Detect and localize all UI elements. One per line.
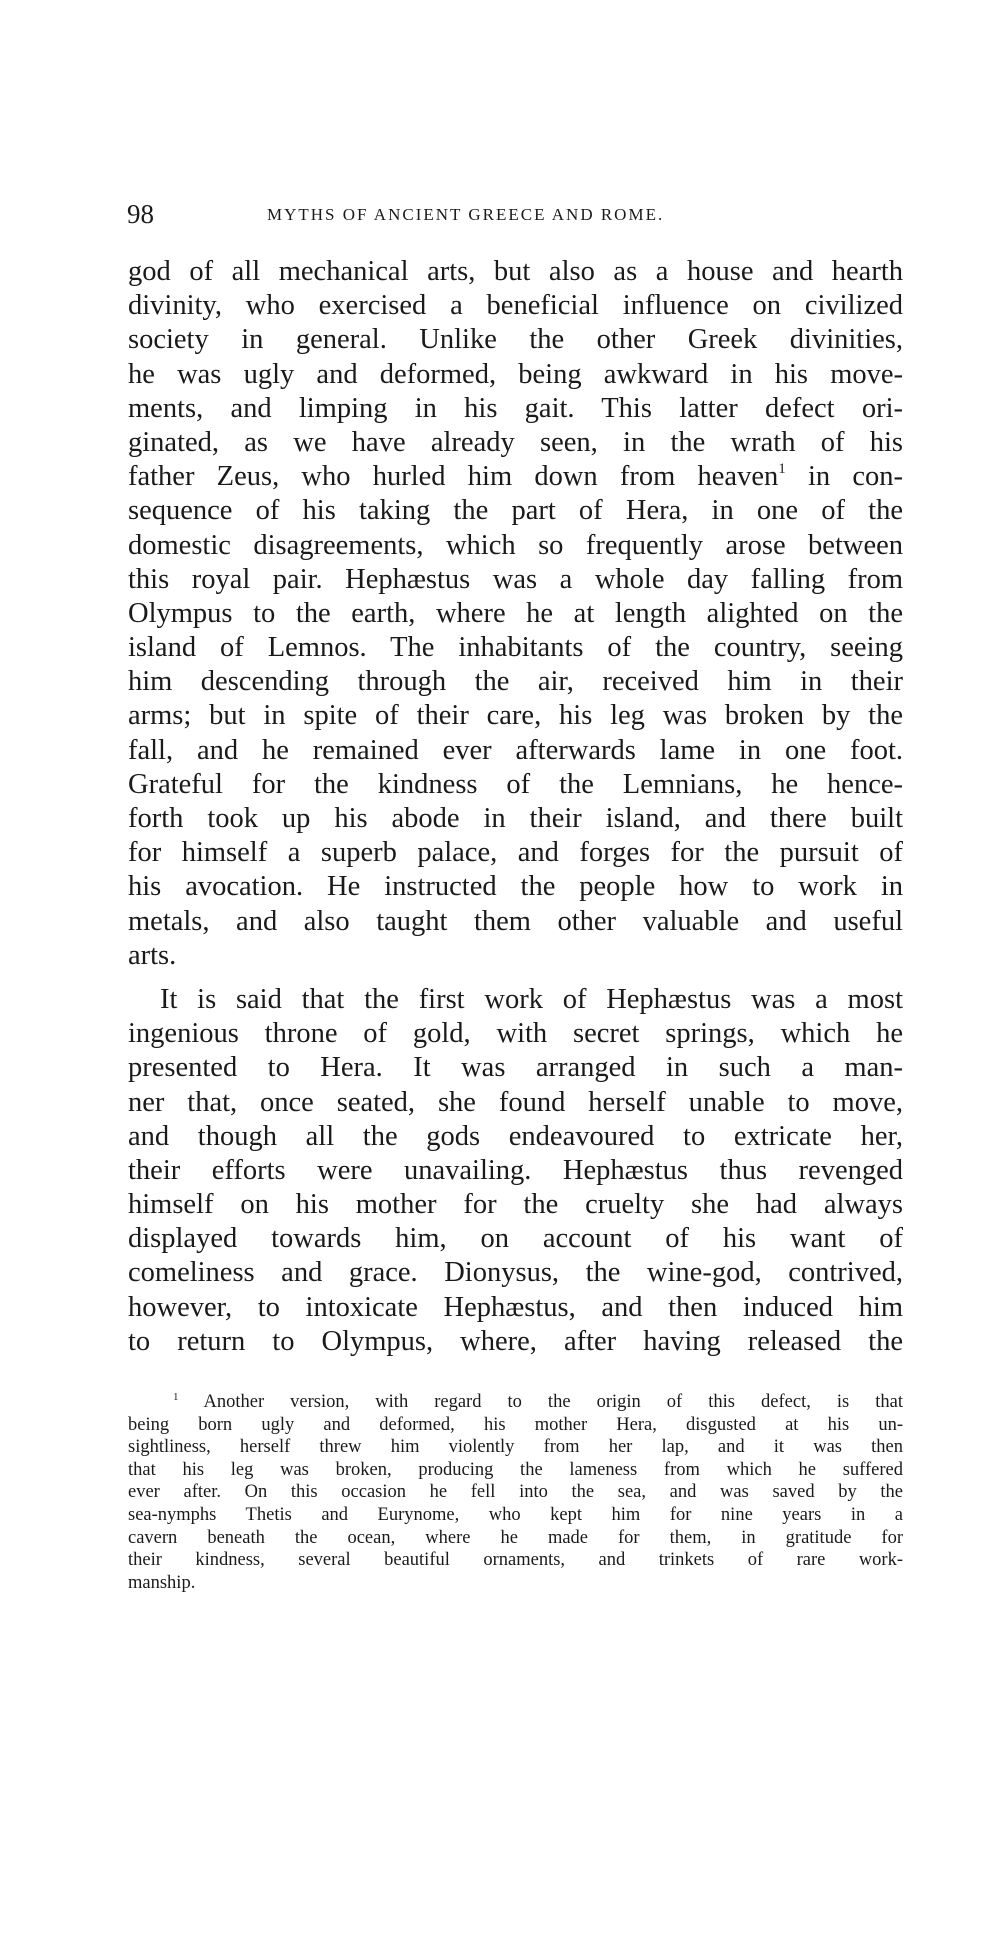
text-segment: father Zeus, who hurled him down from heaven	[128, 461, 779, 493]
text-line: himself on his mother for the cruelty she had always	[128, 1189, 903, 1221]
text-line: displayed towards him, on account of his want of	[128, 1223, 903, 1255]
text-line-with-footnote-ref	[128, 460, 903, 494]
footnote-marker: 1	[173, 1391, 179, 1403]
text-line: god of all mechanical arts, but also as a house and hearth	[128, 256, 903, 287]
footnote-line: being born ugly and deformed, his mother Hera, disgusted at his un-	[128, 1414, 903, 1435]
text-line: metals, and also taught them other valuable and useful	[128, 905, 903, 937]
text-line: ner that, once seated, she found herself unable to move,	[128, 1086, 903, 1118]
running-title: MYTHS OF ANCIENT GREECE AND ROME.	[267, 205, 665, 224]
footnote-line: sightliness, herself threw him violently from her lap, and it was then	[128, 1437, 903, 1458]
footnote-line: cavern beneath the ocean, where he made for them, in gratitude for	[128, 1527, 903, 1548]
text-line: forth took up his abode in their island, and there built	[128, 803, 903, 834]
text-segment: in con-	[785, 461, 903, 493]
footnote-line: manship.	[128, 1572, 196, 1593]
text-line: Grateful for the kindness of the Lemnians, he hence-	[128, 768, 903, 800]
footnote-line: sea-nymphs Thetis and Eurynome, who kept him for nine years in a	[128, 1504, 903, 1525]
footnote-reference: 1	[778, 461, 786, 478]
text-line: Olympus to the earth, where he at length alighted on the	[128, 597, 903, 629]
paragraph-1	[128, 255, 903, 973]
text-line: for himself a superb palace, and forges for the pursuit of	[128, 837, 903, 869]
running-head	[127, 200, 902, 228]
text-line: ingenious throne of gold, with secret springs, which he	[128, 1018, 903, 1050]
page-number: 98	[127, 199, 154, 229]
text-line: island of Lemnos. The inhabitants of the country, seeing	[128, 632, 903, 664]
text-line: and though all the gods endeavoured to extricate her,	[128, 1120, 903, 1152]
body-text	[128, 255, 903, 1359]
text-line: It is said that the first work of Hephæstus was a most	[160, 983, 903, 1015]
text-line: he was ugly and deformed, being awkward in his move-	[128, 358, 903, 390]
text-line: society in general. Unlike the other Greek divinities,	[128, 324, 903, 356]
text-line: comeliness and grace. Dionysus, the wine-god, contrived,	[128, 1257, 903, 1289]
text-line: his avocation. He instructed the people how to work in	[128, 871, 903, 903]
text-line: ginated, as we have already seen, in the wrath of his	[128, 426, 903, 458]
text-line: him descending through the air, received him in their	[128, 666, 903, 698]
text-line: divinity, who exercised a beneficial influence on civilized	[128, 290, 903, 322]
text-line: arms; but in spite of their care, his leg was broken by the	[128, 700, 903, 732]
footnotes	[128, 1391, 903, 1594]
footnote-line	[128, 1391, 903, 1414]
text-line: this royal pair. Hephæstus was a whole day falling from	[128, 563, 903, 595]
text-line: to return to Olympus, where, after having released the	[128, 1325, 903, 1357]
footnote-line: ever after. On this occasion he fell into the sea, and was saved by the	[128, 1482, 903, 1503]
footnote-line: that his leg was broken, producing the lameness from which he suffered	[128, 1459, 903, 1480]
footnote-line: their kindness, several beautiful ornaments, and trinkets of rare work-	[128, 1550, 903, 1571]
text-line: presented to Hera. It was arranged in such a man-	[128, 1052, 903, 1084]
footnote-text: Another version, with regard to the origin of this defect, is that	[178, 1392, 903, 1412]
text-line: domestic disagreements, which so frequently arose between	[128, 529, 903, 561]
paragraph-gap	[128, 973, 903, 983]
text-line: fall, and he remained ever afterwards lame in one foot.	[128, 734, 903, 766]
text-line: arts.	[128, 939, 177, 971]
text-line: however, to intoxicate Hephæstus, and then induced him	[128, 1291, 903, 1323]
text-line: ments, and limping in his gait. This latter defect ori-	[128, 392, 903, 424]
text-line: their efforts were unavailing. Hephæstus thus revenged	[128, 1154, 903, 1186]
paragraph-2	[128, 983, 903, 1359]
text-line: sequence of his taking the part of Hera, in one of the	[128, 495, 903, 527]
